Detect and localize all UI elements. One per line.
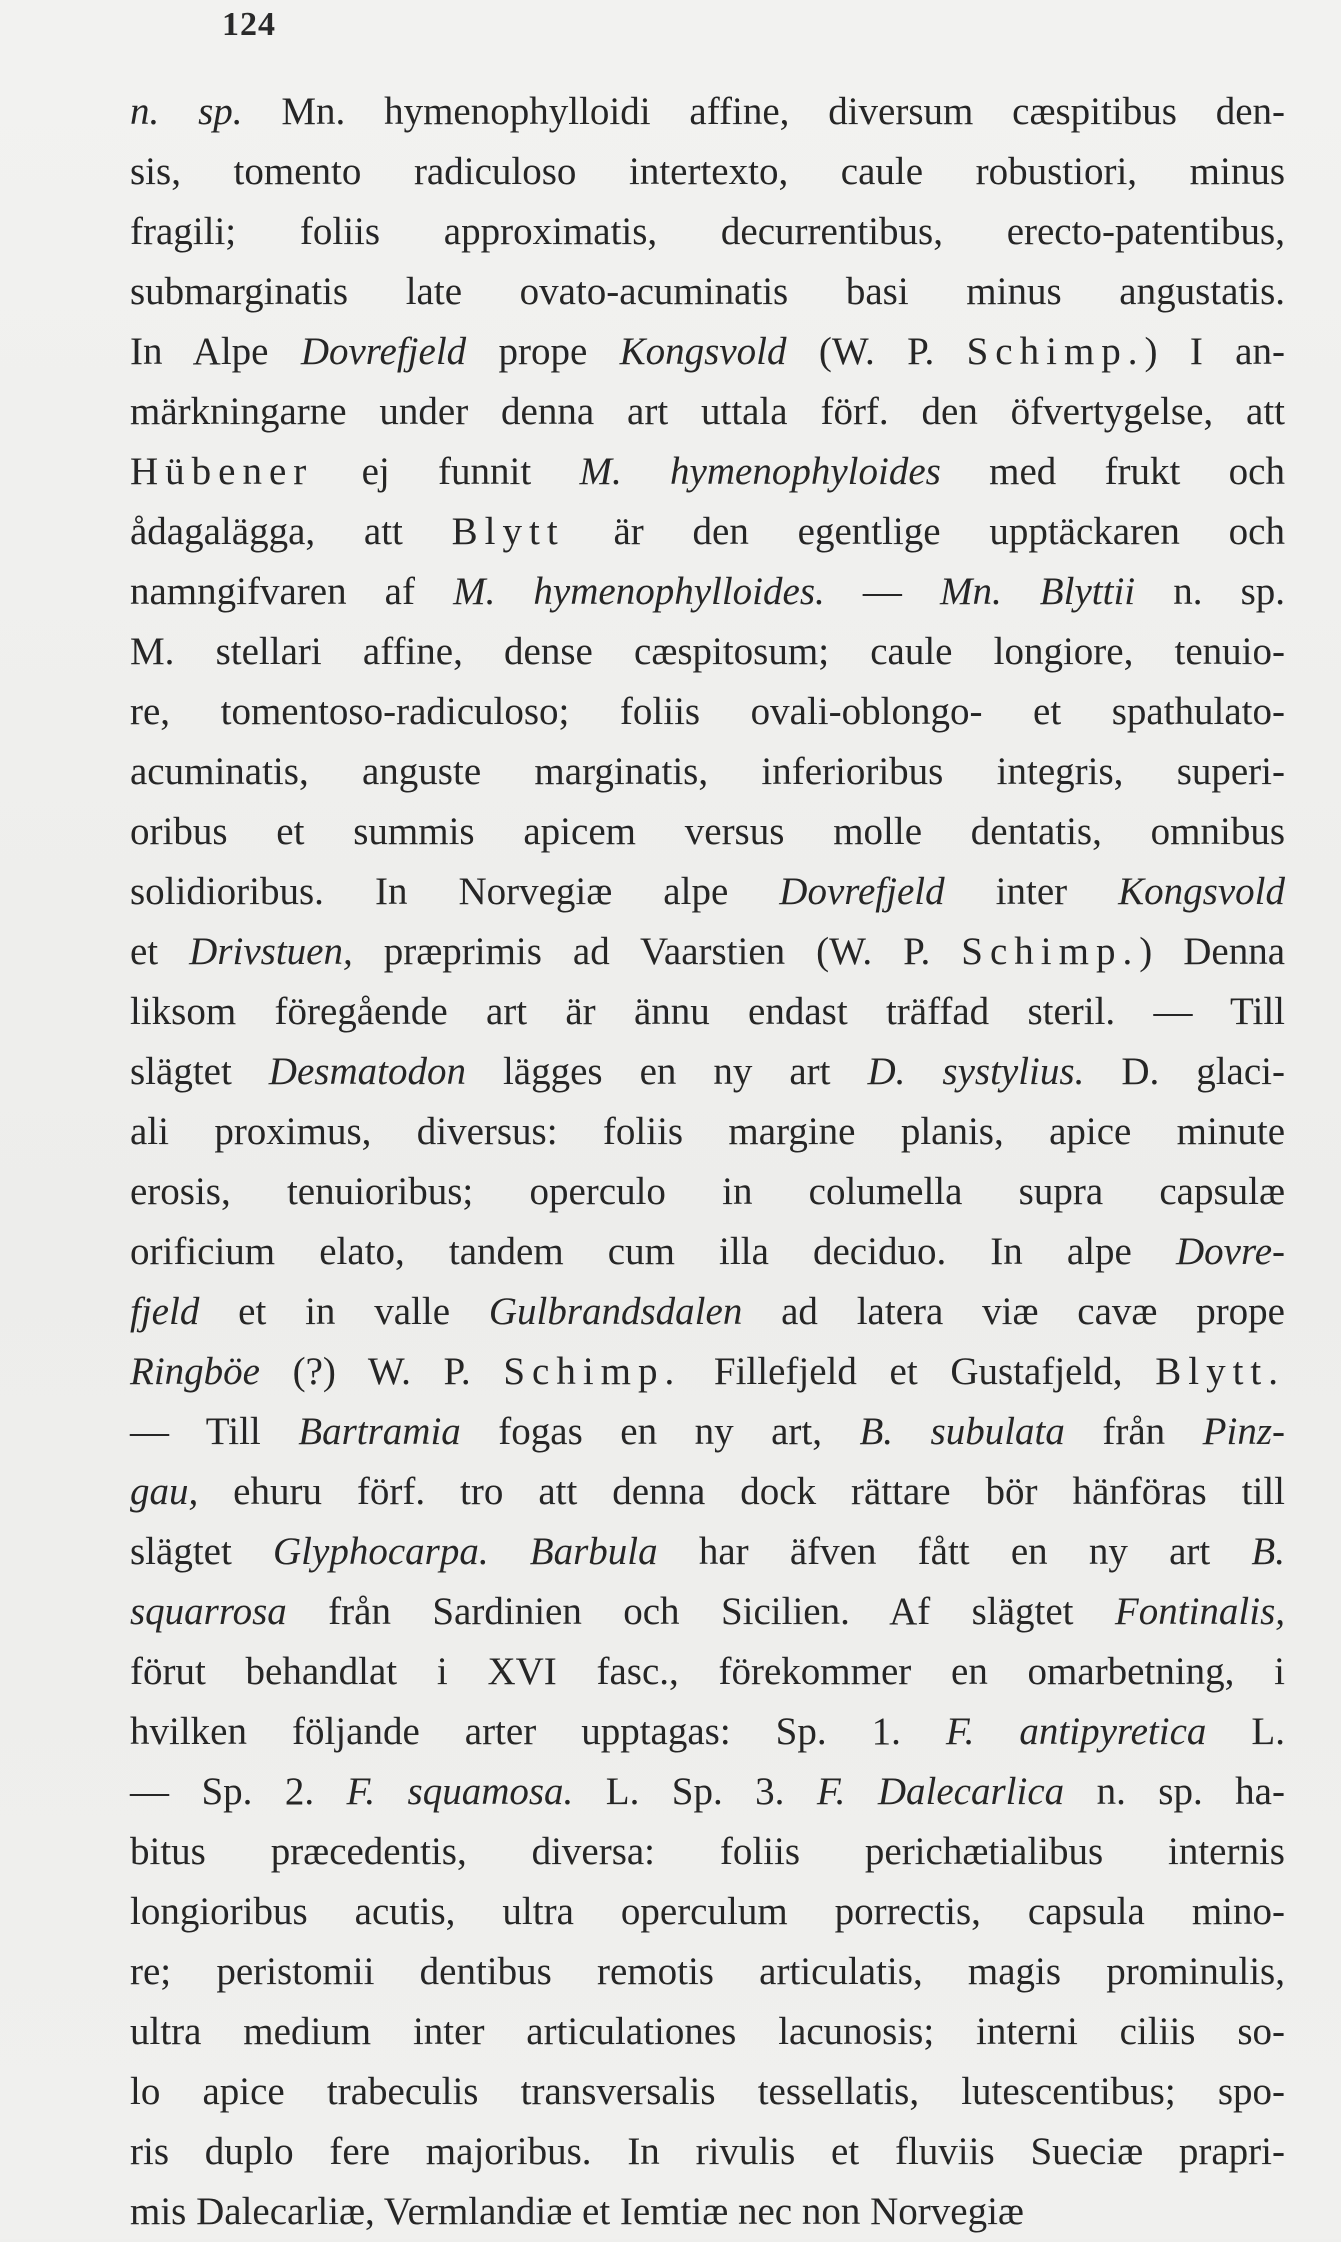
text-line — [130, 1342, 1285, 1402]
text-line — [130, 382, 1285, 442]
text-segment: et in valle — [199, 1290, 489, 1333]
italic-text: Kongsvold — [619, 330, 787, 373]
text-segment: ris duplo fere majoribus. In rivulis et fluviis Sueciæ prapri- — [130, 2130, 1285, 2173]
italic-text: Kongsvold — [1118, 870, 1286, 913]
text-segment: Mn. hymenophylloidi affine, diversum cæspitibus den- — [281, 90, 1285, 133]
text-line — [130, 1522, 1285, 1582]
text-segment: L. Sp. 3. — [573, 1770, 817, 1813]
text-segment: D. glaci- — [1084, 1050, 1286, 1093]
text-line — [130, 1222, 1285, 1282]
italic-text: Dovrefjeld — [300, 330, 467, 373]
text-segment: In Alpe — [130, 330, 301, 373]
text-line — [130, 802, 1285, 862]
text-segment — [489, 1530, 530, 1573]
text-segment: slägtet — [130, 1050, 269, 1093]
text-line — [130, 1402, 1285, 1462]
text-line — [130, 1102, 1285, 1162]
text-segment: hvilken följande arter upptagas: Sp. 1. — [130, 1710, 946, 1753]
text-segment: ali proximus, diversus: foliis margine planis, apice minute — [130, 1110, 1285, 1153]
text-segment: från — [1064, 1410, 1203, 1453]
italic-text: Drivstuen, — [189, 930, 353, 973]
italic-text: fjeld — [130, 1290, 200, 1333]
text-segment: ) Denna — [1139, 930, 1286, 973]
italic-text: Fontinalis, — [1114, 1590, 1285, 1633]
spaced-name: Schimp. — [961, 930, 1140, 973]
italic-text: F. antipyretica — [945, 1710, 1207, 1753]
text-segment: M. stellari affine, dense cæspitosum; caule longiore, tenuio- — [130, 630, 1285, 673]
text-line — [130, 862, 1285, 922]
italic-text: Barbula — [529, 1530, 658, 1573]
text-segment: ådagalägga, att — [130, 510, 452, 553]
text-line — [130, 922, 1285, 982]
italic-text: F. squamosa. — [346, 1770, 574, 1813]
text-segment: ej funnit — [313, 450, 580, 493]
text-segment: re, tomentoso-radiculoso; foliis ovali-oblongo- et spathulato- — [130, 690, 1285, 733]
spaced-name: Blytt — [451, 510, 565, 553]
text-line — [130, 322, 1285, 382]
italic-text: B. — [1251, 1530, 1285, 1573]
text-segment: — — [824, 570, 940, 613]
text-line — [130, 1282, 1285, 1342]
text-line — [130, 742, 1285, 802]
text-line — [130, 1882, 1285, 1942]
italic-text: M. hymenophylloides. — [453, 570, 825, 613]
text-line — [130, 562, 1285, 622]
text-segment: mis Dalecarliæ, Vermlandiæ et Iemtiæ nec non Norvegiæ — [130, 2190, 1024, 2233]
text-segment: liksom föregående art är ännu endast träffad steril. — Till — [130, 990, 1285, 1033]
text-segment: lägges en ny art — [465, 1050, 868, 1093]
text-segment: namngifvaren af — [130, 570, 454, 613]
text-segment: L. — [1206, 1710, 1285, 1753]
text-segment: är den egentlige upptäckaren och — [564, 510, 1285, 553]
text-segment: ehuru förf. tro att denna dock rättare bör hänföras till — [198, 1470, 1285, 1513]
text-line — [130, 1642, 1285, 1702]
text-segment: orificium elato, tandem cum illa deciduo. In alpe — [130, 1230, 1176, 1273]
text-segment: (W. P. — [786, 330, 967, 373]
text-line — [130, 1582, 1285, 1642]
text-segment: erosis, tenuioribus; operculo in columella supra capsulæ — [130, 1170, 1285, 1213]
text-segment: med frukt och — [940, 450, 1285, 493]
text-line — [130, 1042, 1285, 1102]
text-segment: fragili; foliis approximatis, decurrentibus, erecto-patentibus, — [130, 210, 1285, 253]
italic-text: Dovre- — [1175, 1230, 1285, 1273]
text-segment: (?) W. P. — [259, 1350, 504, 1393]
italic-text: Desmatodon — [268, 1050, 466, 1093]
text-segment: oribus et summis apicem versus molle dentatis, omnibus — [130, 810, 1285, 853]
spaced-name: Schimp. — [966, 330, 1145, 373]
text-segment: slägtet — [130, 1530, 274, 1573]
text-line — [130, 1822, 1285, 1882]
spaced-name: Schimp. — [503, 1350, 682, 1393]
text-segment: märkningarne under denna art uttala förf. den öfvertygelse, att — [130, 390, 1285, 433]
italic-text: squarrosa — [130, 1590, 287, 1633]
text-line — [130, 82, 1285, 142]
text-line — [130, 1702, 1285, 1762]
italic-text: Glyphocarpa. — [273, 1530, 489, 1573]
text-segment: re; peristomii dentibus remotis articulatis, magis prominulis, — [130, 1950, 1285, 1993]
text-segment: ad latera viæ cavæ prope — [742, 1290, 1285, 1333]
text-line — [130, 202, 1285, 262]
text-segment: præprimis ad Vaarstien (W. P. — [352, 930, 962, 973]
text-line — [130, 142, 1285, 202]
text-segment: har äfven fått en ny art — [657, 1530, 1252, 1573]
text-segment: longioribus acutis, ultra operculum porrectis, capsula mino- — [130, 1890, 1285, 1933]
text-line — [130, 442, 1285, 502]
text-segment: fogas en ny art, — [460, 1410, 860, 1453]
italic-text: M. hymenophyloides — [579, 450, 941, 493]
text-segment: et — [130, 930, 190, 973]
text-line — [130, 622, 1285, 682]
text-line — [130, 982, 1285, 1042]
italic-text: Mn. Blyttii — [939, 570, 1136, 613]
italic-text: B. subulata — [859, 1410, 1065, 1453]
text-segment: från Sardinien och Sicilien. Af slägtet — [286, 1590, 1115, 1633]
spaced-name: Blytt. — [1155, 1350, 1285, 1393]
page-number: 124 — [222, 6, 276, 43]
text-segment: sis, tomento radiculoso intertexto, caule robustiori, minus — [130, 150, 1285, 193]
text-segment: prope — [466, 330, 620, 373]
text-line — [130, 2182, 1285, 2242]
text-line — [130, 502, 1285, 562]
text-segment: submarginatis late ovato-acuminatis basi minus angustatis. — [130, 270, 1285, 313]
text-line — [130, 2122, 1285, 2182]
italic-text: F. Dalecarlica — [816, 1770, 1065, 1813]
italic-text: Gulbrandsdalen — [488, 1290, 743, 1333]
body-text — [130, 82, 1285, 2242]
italic-text: Ringböe — [130, 1350, 260, 1393]
italic-text: Bartramia — [298, 1410, 461, 1453]
text-line — [130, 682, 1285, 742]
text-segment: n. sp. — [1135, 570, 1286, 613]
text-segment: ultra medium inter articulationes lacunosis; interni ciliis so- — [130, 2010, 1285, 2053]
text-line — [130, 1462, 1285, 1522]
text-segment: — Till — [130, 1410, 299, 1453]
text-segment: lo apice trabeculis transversalis tessellatis, lutescentibus; spo- — [130, 2070, 1285, 2113]
text-segment: n. sp. ha- — [1064, 1770, 1285, 1813]
italic-text: D. systylius. — [867, 1050, 1085, 1093]
text-line — [130, 2002, 1285, 2062]
text-segment: Fillefjeld et Gustafjeld, — [681, 1350, 1156, 1393]
text-line — [130, 2062, 1285, 2122]
italic-text: Pinz- — [1202, 1410, 1285, 1453]
text-segment: acuminatis, anguste marginatis, inferioribus integris, superi- — [130, 750, 1285, 793]
text-line — [130, 262, 1285, 322]
text-line — [130, 1942, 1285, 2002]
text-segment: bitus præcedentis, diversa: foliis perichætialibus internis — [130, 1830, 1285, 1873]
text-segment: ) I an- — [1144, 330, 1285, 373]
text-segment: förut behandlat i XVI fasc., förekommer en omarbetning, i — [130, 1650, 1285, 1693]
text-segment: solidioribus. In Norvegiæ alpe — [130, 870, 780, 913]
spaced-name: Hübener — [130, 450, 314, 493]
italic-text: n. sp. — [130, 90, 282, 133]
text-segment: — Sp. 2. — [130, 1770, 347, 1813]
italic-text: Dovrefjeld — [779, 870, 945, 913]
text-segment: inter — [944, 870, 1119, 913]
italic-text: gau, — [130, 1470, 199, 1513]
text-line — [130, 1162, 1285, 1222]
text-line — [130, 1762, 1285, 1822]
